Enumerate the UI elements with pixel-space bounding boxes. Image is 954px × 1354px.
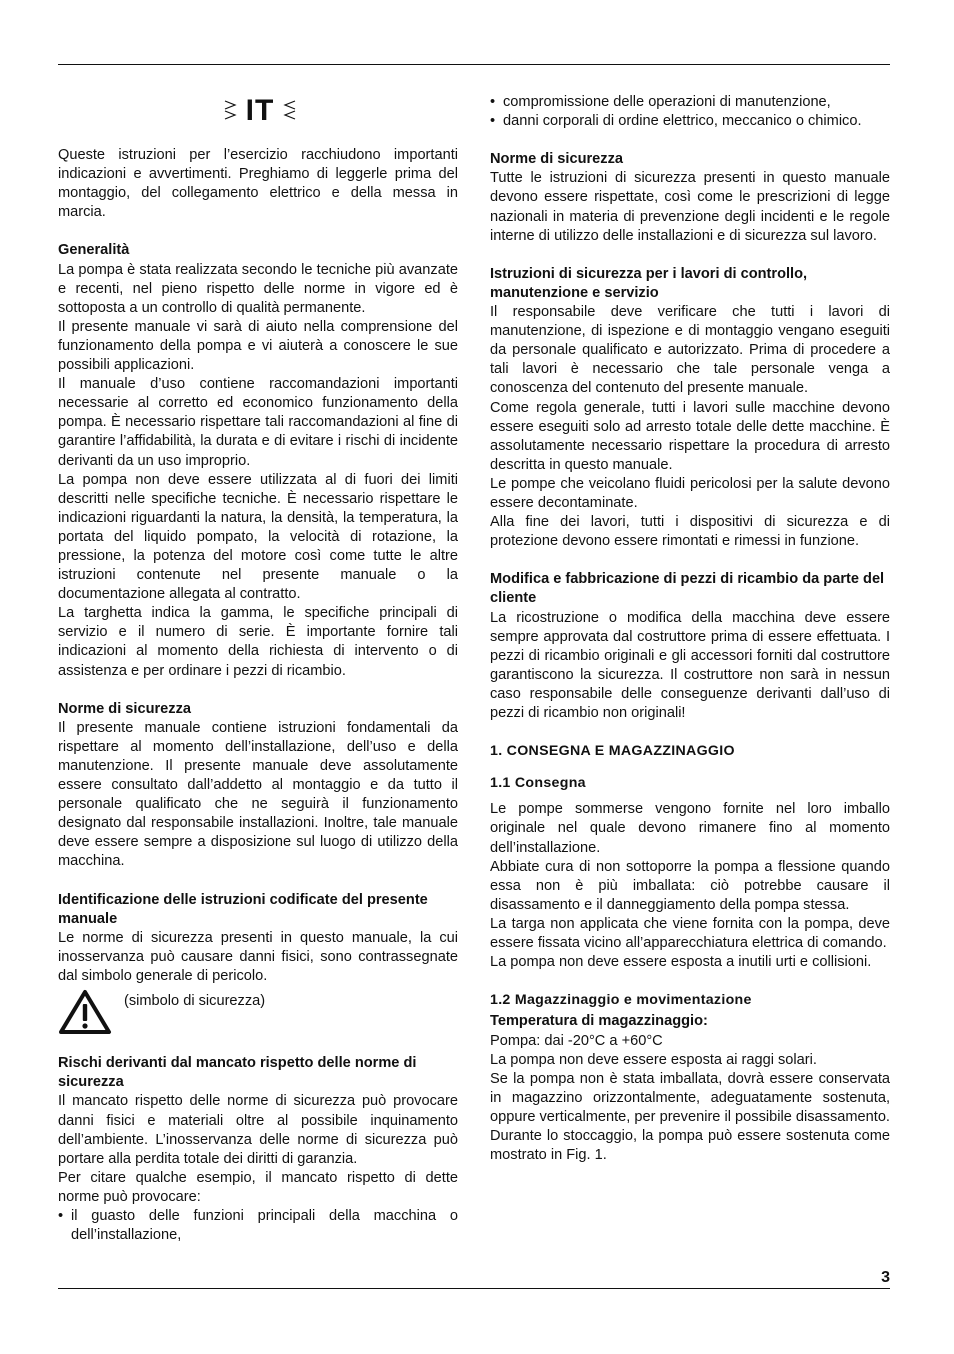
warning-triangle-icon xyxy=(58,989,112,1035)
istruzioni-paragraph-1: Il responsabile deve verificare che tutti i lavori di manutenzione, di ispezione e di montaggio vengano eseguiti da personale qualificato e autorizzato. Prima di procedere a tali lavori è necessario che tale personale venga a conoscenza del contenuto del presente manuale. xyxy=(490,304,890,397)
istruzioni-paragraph-2: Come regola generale, tutti i lavori sulle macchine devono essere eseguiti solo ad arresto totale delle dette macchine. È assolutamente necessario rispettare la procedura di arresto descritta in questo manuale. xyxy=(490,399,890,473)
generalita-paragraph-4: La pompa non deve essere utilizzata al di fuori dei limiti descritti nelle specifiche tecniche. È necessario rispettare le indicazioni riguardanti la natura, la densità, la temperatura, la portata del liquido pompato, la velocità di rotazione, la pressione, la potenza del motore così come tutte le altre istruzioni contenute nel presente manuale o la documentazione allegata al contratto. xyxy=(58,471,458,603)
left-bracket-icon xyxy=(224,98,238,124)
generalita-paragraph-2: Il presente manuale vi sarà di aiuto nella comprensione del funzionamento della pompa e vi aiuterà a conoscere le sue possibili applicazioni. xyxy=(58,318,458,374)
rischi-paragraph-2: Per citare qualche esempio, il mancato rispetto di dette norme può provocare: xyxy=(58,1169,458,1205)
section-1-1-heading: 1.1 Consegna xyxy=(490,775,586,792)
consegna-paragraph-1: Le pompe sommerse vengono fornite nel loro imballo originale nel quale devono rimanere fino al momento dell’installazione. xyxy=(490,801,890,856)
bottom-rule xyxy=(58,1288,890,1289)
page-number: 3 xyxy=(881,1269,890,1286)
generalita-paragraph-3: Il manuale d’uso contiene raccomandazioni importanti necessarie al corretto ed economico funzionamento della pompa. È necessario rispettare tali raccomandazioni al fine di garantire l’affidabilità, la durata e di evitare i rischi di incidente derivanti da un uso improprio. xyxy=(58,376,458,469)
section-1-2-heading: 1.2 Magazzinaggio e movimentazione xyxy=(490,992,752,1009)
istruzioni-heading: Istruzioni di sicurezza per i lavori di controllo, manutenzione e servizio xyxy=(490,265,808,301)
safety-symbol-row xyxy=(58,989,458,1035)
norme-paragraph: Il presente manuale contiene istruzioni fondamentali da rispettare al momento dell’installazione, dell’uso e della manutenzione. Il presente manuale deve assolutamente essere consultato dall’addetto al montaggio e da tutto il personale qualificato che ne seguirà il funzionamento designato dal responsabile installazioni. Inoltre, tale manuale deve essere sempre a disposizione sul luogo di utilizzo della macchina. xyxy=(58,719,458,870)
consegna-paragraph-4: La pompa non deve essere esposta a inutili urti e collisioni. xyxy=(490,954,872,971)
magazzinaggio-paragraph-2: La pompa non deve essere esposta ai raggi solari. xyxy=(490,1051,817,1068)
istruzioni-paragraph-4: Alla fine dei lavori, tutti i dispositivi di sicurezza e di protezione devono essere rimontati e rimessi in funzione. xyxy=(490,514,890,550)
right-bracket-icon xyxy=(282,98,296,124)
list-item: • il guasto delle funzioni principali della macchina o dell’installazione, xyxy=(58,1207,458,1245)
top-rule xyxy=(58,64,890,65)
generalita-heading: Generalità xyxy=(58,242,130,259)
norme-sicurezza-heading: Norme di sicurezza xyxy=(490,151,624,168)
list-item: • danni corporali di ordine elettrico, meccanico o chimico. xyxy=(490,112,890,131)
language-marker xyxy=(210,94,310,128)
language-code: IT xyxy=(245,94,275,127)
modifica-heading: Modifica e fabbricazione di pezzi di ricambio da parte del cliente xyxy=(490,571,885,607)
generalita-paragraph-1: La pompa è stata realizzata secondo le tecniche più avanzate e recenti, nel pieno rispetto delle norme in vigore ed è sottoposta a un controllo di qualità permanente. xyxy=(58,261,458,316)
istruzioni-paragraph-3: Le pompe che veicolano fluidi pericolosi per la salute devono essere decontaminate. xyxy=(490,475,890,511)
left-column xyxy=(58,146,458,1245)
intro-paragraph: Queste istruzioni per l’esercizio racchiudono importanti indicazioni e avvertimenti. Preghiamo di leggerle prima del montaggio, del collegamento elettrico e della messa in marcia. xyxy=(58,147,458,221)
list-item: • compromissione delle operazioni di manutenzione, xyxy=(490,93,890,112)
generalita-paragraph-5: La targhetta indica la gamma, le specifiche principali di servizio e il numero di serie. È importante fornire tali indicazioni al momento della richiesta di intervento o di assistenza e per ordinare i pezzi di ricambio. xyxy=(58,605,458,679)
identificazione-paragraph: Le norme di sicurezza presenti in questo manuale, la cui inosservanza può causare danni fisici, sono contrassegnate dal simbolo generale di pericolo. xyxy=(58,929,458,985)
rischi-list-continued xyxy=(490,93,890,131)
rischi-heading: Rischi derivanti dal mancato rispetto delle norme di sicurezza xyxy=(58,1055,417,1091)
rischi-paragraph-1: Il mancato rispetto delle norme di sicurezza può provocare danni fisici e materiali oltre al possibile inquinamento dell’ambiente. L’inosservanza delle norme di sicurezza può portare alla perdita totale dei diritti di garanzia. xyxy=(58,1093,458,1167)
magazzinaggio-paragraph-3: Se la pompa non è stata imballata, dovrà essere conservata in magazzino orizzontalmente, adeguatamente sostenuta, oppure verticalmente, per prevenire il possibile disassamento. Durante lo stoccaggio, la pompa può essere sostenuta come mostrato in Fig. 1. xyxy=(490,1070,890,1164)
temperatura-heading: Temperatura di magazzinaggio: xyxy=(490,1013,708,1030)
consegna-paragraph-3: La targa non applicata che viene fornita con la pompa, deve essere fissata vicino all’apparecchiatura elettrica di comando. xyxy=(490,915,890,952)
rischi-list xyxy=(58,1207,458,1245)
identificazione-heading: Identificazione delle istruzioni codificate del presente manuale xyxy=(58,891,428,927)
consegna-paragraph-2: Abbiate cura di non sottoporre la pompa a flessione quando essa non è più imballata: ciò potrebbe causare il disassamento e il danneggiamento della pompa stessa. xyxy=(490,858,890,913)
safety-symbol-caption: (simbolo di sicurezza) xyxy=(124,993,266,1010)
norme-sicurezza-paragraph: Tutte le istruzioni di sicurezza presenti in questo manuale devono essere rispettate, così come le prescrizioni di legge nazionali in materia di prevenzione degli incidenti e le regole interne di utilizzo delle installazioni e di sicurezza sul lavoro. xyxy=(490,170,890,244)
modifica-paragraph: La ricostruzione o modifica della macchina deve essere sempre approvata dal costruttore prima di essere effettuata. I pezzi di ricambio originali e gli accessori forniti dal costruttore garantiscono la sicurezza. Il costruttore non sarà in nessun caso responsabile delle conseguenze derivanti dall’uso di pezzi di ricambio non originali! xyxy=(490,609,890,721)
section-1-heading: 1. CONSEGNA E MAGAZZINAGGIO xyxy=(490,743,735,760)
norme-heading: Norme di sicurezza xyxy=(58,700,192,717)
right-column xyxy=(490,93,890,1165)
magazzinaggio-paragraph-1: Pompa: dai -20°C a +60°C xyxy=(490,1032,663,1049)
